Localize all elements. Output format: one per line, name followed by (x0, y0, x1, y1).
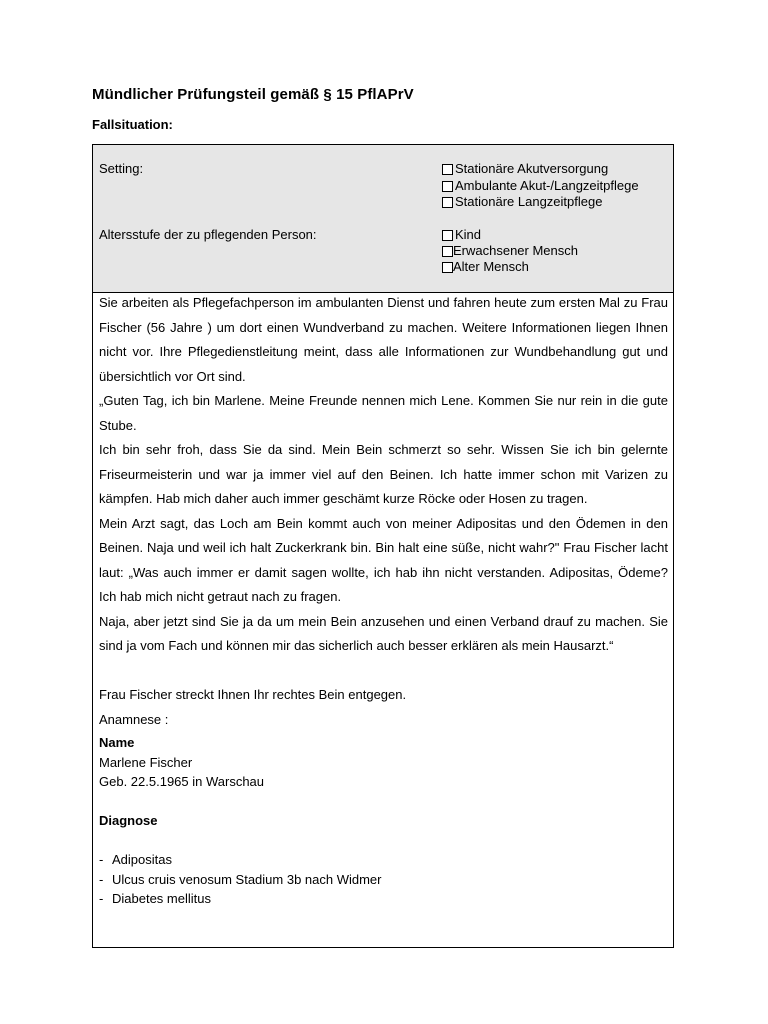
age-option-elderly[interactable]: Alter Mensch (442, 259, 529, 275)
patient-birth: Geb. 22.5.1965 in Warschau (99, 774, 265, 789)
case-paragraph: Mein Arzt sagt, das Loch am Bein kommt auch von meiner Adipositas und den Ödemen in den Beinen. Naja und weil ich halt Zuckerkrank bin. Bin halt eine süße, nicht wahr?" Frau Fischer lacht laut: „Was auch immer er damit sagen wollte, ich hab ihn nicht verstanden. Adipositas, Ödeme? Ich hab mich nicht getraut nach zu fragen. (99, 515, 668, 604)
age-option-adult[interactable]: Erwachsener Mensch (442, 243, 578, 259)
checkbox-icon[interactable] (442, 197, 453, 208)
case-paragraph: „Guten Tag, ich bin Marlene. Meine Freunde nennen mich Lene. Kommen Sie nur rein in die gute Stube. (99, 393, 668, 433)
checkbox-icon[interactable] (442, 230, 453, 241)
setting-option-ambulatory[interactable]: Ambulante Akut-/Langzeitpflege (442, 178, 639, 194)
diagnosis-item: - Adipositas (99, 852, 172, 867)
diagnosis-item: - Ulcus cruis venosum Stadium 3b nach Widmer (99, 871, 382, 887)
case-paragraph: Ich bin sehr froh, dass Sie da sind. Mein Bein schmerzt so sehr. Wissen Sie ich bin gelernte Friseurmeisterin und war ja immer viel auf den Beinen. Ich hatte immer schon mit Varizen zu kämpfen. Hab mich daher auch immer geschämt kurze Röcke oder Hosen zu tragen. (99, 442, 668, 506)
page-title: Mündlicher Prüfungsteil gemäß § 15 PflAPrV (92, 86, 414, 103)
case-subtitle: Fallsituation: (92, 117, 173, 132)
case-paragraph: Sie arbeiten als Pflegefachperson im ambulanten Dienst und fahren heute zum ersten Mal zu Frau Fischer (56 Jahre ) um dort einen Wundverband zu machen. Weitere Informationen liegen Ihnen nicht vor. Ihre Pflegedienstleitung meint, dass alle Informationen zur Wundbehandlung gut und übersichtlich vor Ort sind. (99, 295, 668, 384)
checkbox-icon[interactable] (442, 164, 453, 175)
diagnosis-item: - Diabetes mellitus (99, 891, 211, 906)
classification-panel (93, 145, 673, 293)
case-paragraph: Naja, aber jetzt sind Sie ja da um mein Bein anzusehen und einen Verband drauf zu machen. Sie sind ja vom Fach und können mir das sicherlich auch besser erklären als mein Hausarzt.“ (99, 613, 668, 653)
diagnose-heading: Diagnose (99, 813, 158, 828)
case-description (99, 291, 668, 909)
case-card (92, 144, 674, 948)
anamnese-label: Anamnese : (99, 711, 169, 727)
checkbox-icon[interactable] (442, 246, 453, 257)
age-option-child[interactable]: Kind (442, 227, 481, 243)
leg-sentence: Frau Fischer streckt Ihnen Ihr rechtes Bein entgegen. (99, 687, 407, 702)
setting-label: Setting: (99, 161, 144, 176)
patient-name: Marlene Fischer (99, 754, 193, 770)
setting-option-longterm[interactable]: Stationäre Langzeitpflege (442, 194, 602, 210)
name-heading: Name (99, 735, 135, 750)
age-label: Altersstufe der zu pflegenden Person: (99, 227, 317, 242)
checkbox-icon[interactable] (442, 181, 453, 192)
checkbox-icon[interactable] (442, 262, 453, 273)
setting-option-acute[interactable]: Stationäre Akutversorgung (442, 161, 608, 177)
